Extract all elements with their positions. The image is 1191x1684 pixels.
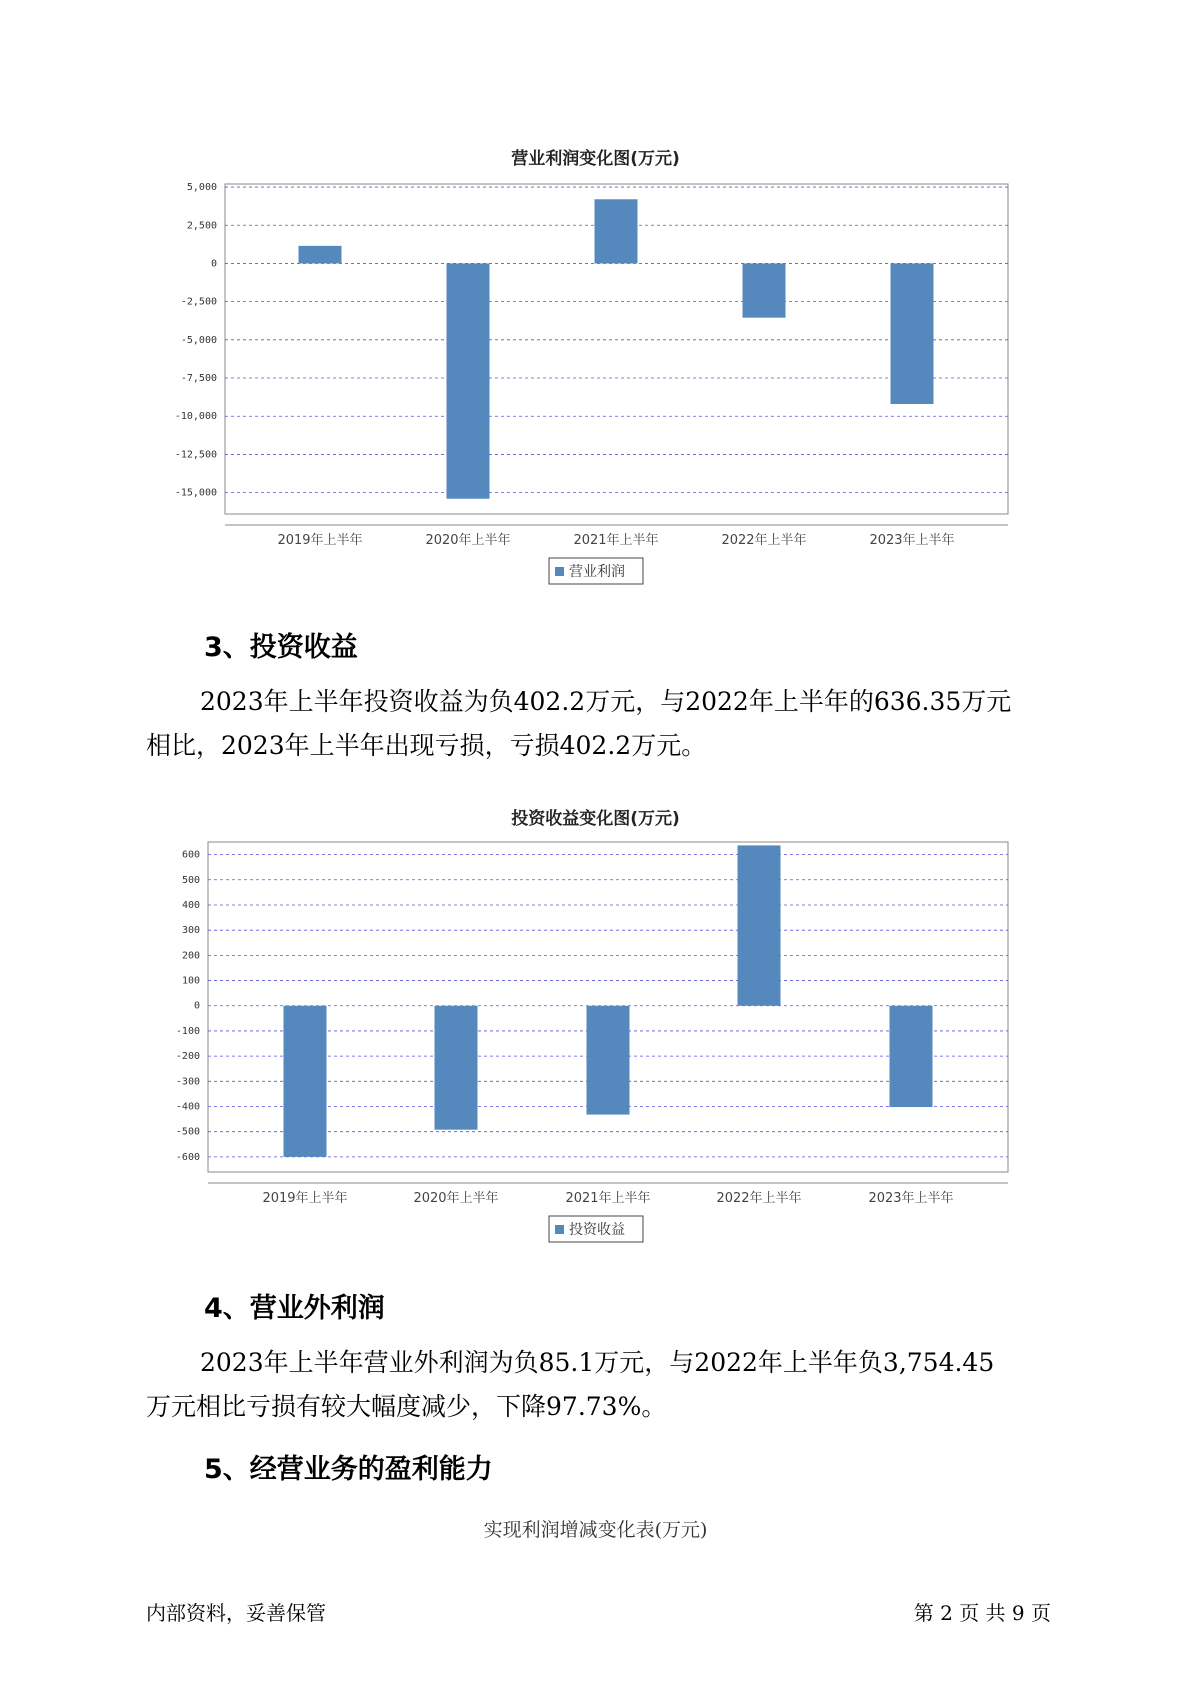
section-3-paragraph-line1: 2023年上半年投资收益为负402.2万元，与2022年上半年的636.35万元 [200,687,1012,716]
x-category-label: 2023年上半年 [869,533,955,548]
bar-2021年上半年 [587,1006,630,1115]
y-tick-label: -400 [175,1101,200,1113]
y-tick-label: -15,000 [174,487,217,499]
y-tick-label: 300 [181,925,200,937]
investment-income-chart-title: 投资收益变化图(万元) [511,809,680,829]
y-tick-label: -10,000 [174,411,217,423]
y-tick-label: 2,500 [186,220,217,232]
bar-2023年上半年 [890,1006,933,1107]
x-category-label: 2020年上半年 [413,1191,499,1206]
y-tick-label: -100 [175,1025,200,1037]
y-tick-label: 5,000 [186,182,217,194]
section-4-paragraph-line1: 2023年上半年营业外利润为负85.1万元，与2022年上半年负3,754.45 [200,1348,995,1377]
section-5-heading: 5、经营业务的盈利能力 [204,1454,493,1485]
y-tick-label: 0 [210,258,217,270]
x-category-label: 2019年上半年 [262,1191,348,1206]
y-tick-label: -300 [175,1076,200,1088]
y-tick-label: 200 [181,950,200,962]
x-category-label: 2021年上半年 [565,1191,651,1206]
x-category-label: 2022年上半年 [716,1191,802,1206]
section-4-heading: 4、营业外利润 [204,1293,385,1324]
y-tick-label: -200 [175,1051,200,1063]
x-category-label: 2022年上半年 [721,533,807,548]
y-tick-label: -500 [175,1126,200,1138]
y-tick-label: -7,500 [180,373,217,385]
y-tick-label: 400 [181,899,200,911]
bar-2022年上半年 [738,845,781,1005]
bar-2019年上半年 [284,1006,327,1157]
x-category-label: 2021年上半年 [573,533,659,548]
section-3-heading: 3、投资收益 [204,632,358,663]
section-4-paragraph-line2: 万元相比亏损有较大幅度减少，下降97.73%。 [146,1392,667,1421]
y-tick-label: -2,500 [180,296,217,308]
footer-page-number: 第 2 页 共 9 页 [913,1601,1051,1625]
legend-swatch [555,1225,564,1234]
legend-label: 营业利润 [569,564,625,580]
y-tick-label: -12,500 [174,449,217,461]
x-category-label: 2023年上半年 [868,1191,954,1206]
x-category-label: 2019年上半年 [277,533,363,548]
footer-confidential-note: 内部资料，妥善保管 [146,1601,326,1625]
section-3-paragraph-line2: 相比，2023年上半年出现亏损，亏损402.2万元。 [146,731,707,760]
bar-2020年上半年 [435,1006,478,1130]
x-category-label: 2020年上半年 [425,533,511,548]
operating-profit-chart-title: 营业利润变化图(万元) [511,149,680,169]
y-tick-label: 600 [181,849,200,861]
y-tick-label: -5,000 [180,334,217,346]
profit-table-caption: 实现利润增减变化表(万元) [483,1519,708,1541]
legend-label: 投资收益 [569,1222,625,1238]
y-tick-label: 500 [181,874,200,886]
y-tick-label: 100 [181,975,200,987]
y-tick-label: -600 [175,1151,200,1163]
y-tick-label: 0 [193,1000,200,1012]
